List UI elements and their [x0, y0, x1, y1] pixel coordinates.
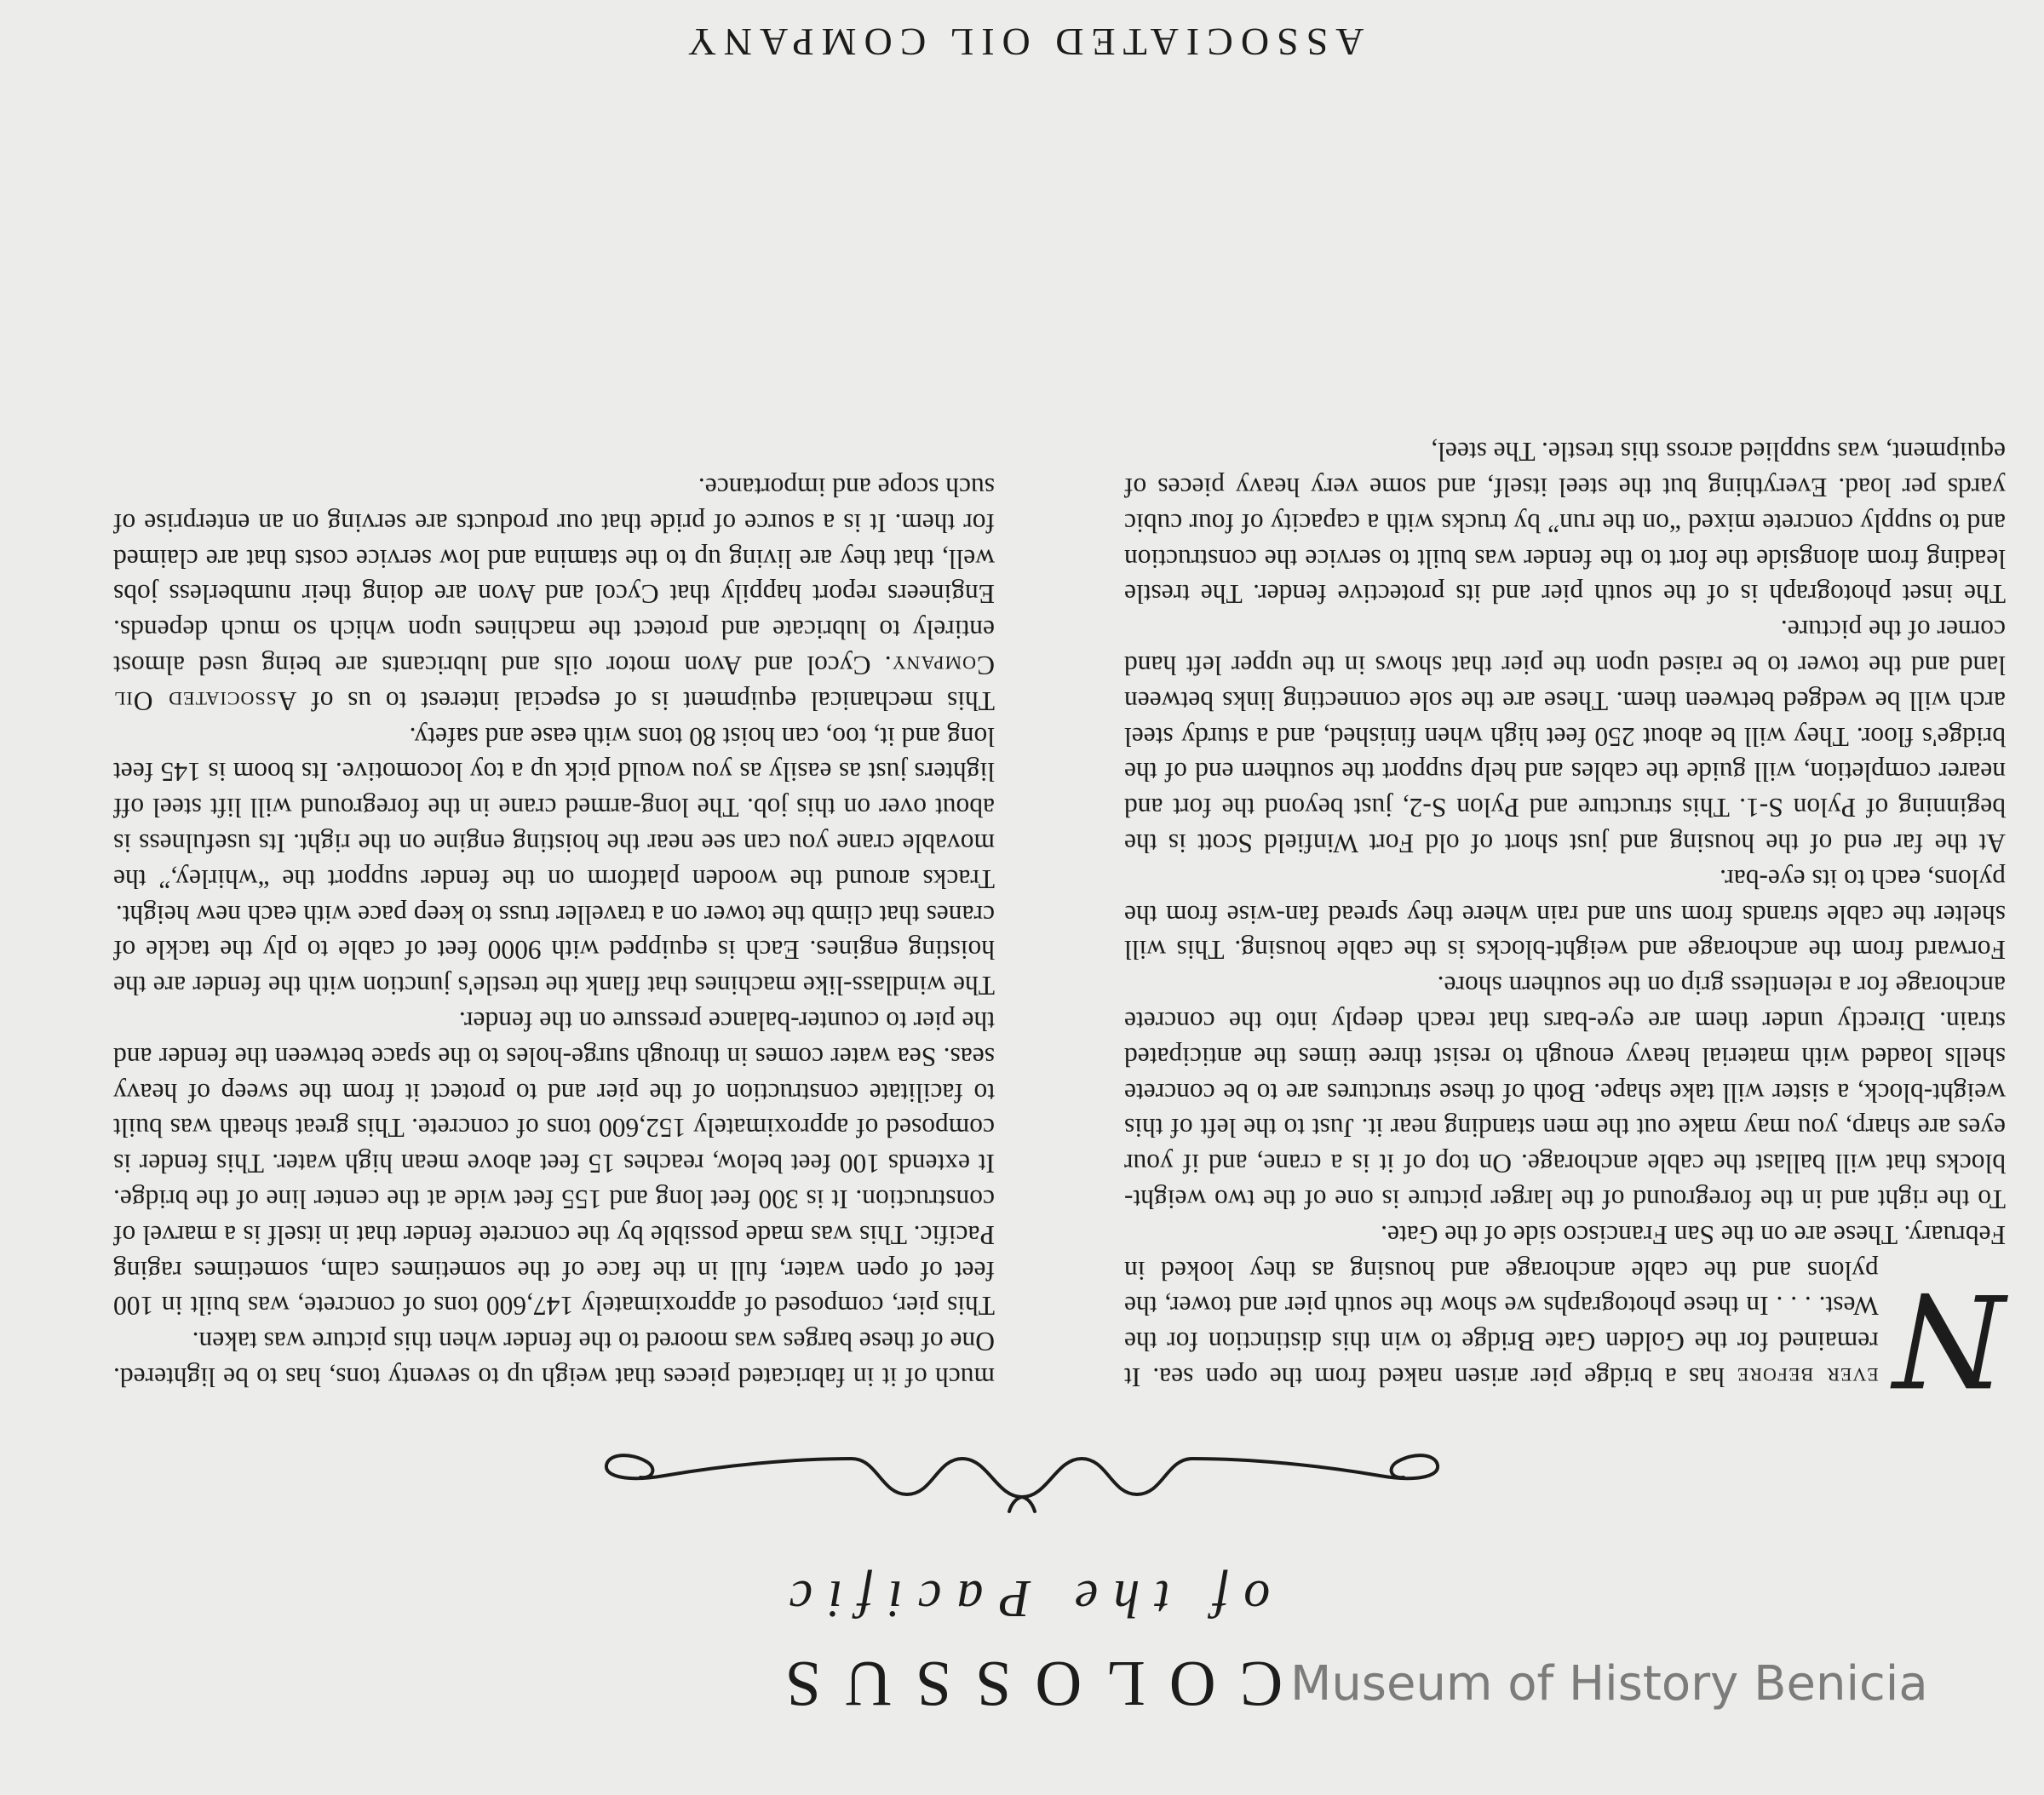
lubricants-text-post: . Cycol and Avon motor oils and lubricants are being used almost entirely to lubricate and protect the machines upon which so much depends. Engineers report happily that Cycol and Avon are doing their numberless jobs well, that they are living up to the stamina and low service costs that are claimed for them. It is a source of pride that our products are serving on an enterprise of such scope and importance.	[113, 473, 995, 681]
intro-text: has a bridge pier arisen naked from the open sea. It remained for the Golden Gate Bridge to win this distinction for the West. . . . In these photographs we show the south pier and tower, the pylons and the cable anchorage and housing as they looked in February. These are on the San Francisco side of the Gate.	[1124, 1219, 2006, 1392]
paragraph-pier: This pier, composed of approximately 147,600 tons of concrete, was built in 100 feet of open water, full in the face of the sometimes calm, sometimes raging Pacific. This was made possible by the concrete fender that in itself is a marvel of construction. It is 300 feet long and 155 feet wide at the center line of the bridge. It extends 100 feet below, reaches 15 feet above mean high water. This fender is composed of approximately 152,600 tons of concrete. This great sheath was built to facilitate construction of the pier and to protect it from the sweep of heavy seas. Sea water comes in through surge-holes to the space between the fender and the pier to counter-balance pressure on the fender.	[113, 1006, 995, 1322]
paragraph-lubricants	[113, 469, 995, 719]
text-column-left	[1124, 433, 2006, 1413]
text-column-right	[113, 469, 995, 1395]
lubricants-text-pre: This mechanical equipment is of especial interest to us of	[296, 685, 995, 716]
paragraph-whirley-crane: Tracks around the wooden platform on the fender support the “whirley,” the movable crane you can see near the hoisting engine on the right. Its usefulness is about over on this job. The long-armed crane in the foreground will lift steel off lighters just as easily as you would pick up a toy locomotive. Its boom is 145 feet long and it, too, can hoist 80 tons with ease and safety.	[113, 721, 995, 894]
paragraph-weight-blocks: To the right and in the foreground of the larger picture is one of the two weight-blocks that will ballast the cable anchorage. On top of it is a crane, and if your eyes are sharp, you may make out the men standing near it. Just to the left of this weight-block, a sister will take shape. Both of these structures are to be concrete shells loaded with material heavy enough to resist three times the anticipated strain. Directly under them are eye-bars that reach deeply into the concrete anchorage for a relentless grip on the southern shore.	[1124, 971, 2006, 1215]
drop-cap: N	[1893, 1265, 2006, 1413]
footer-company: ASSOCIATED OIL COMPANY	[680, 20, 1364, 64]
lead-in-smallcaps: ever before	[1736, 1362, 1879, 1392]
paragraph-hoisting-engines: The windlass-like machines that flank the trestle's junction with the fender are the hoisting engines. Each is equipped with 9000 feet of cable to ply the tackle of cranes that climb the tower on a traveller truss to keep pace with each new height.	[113, 899, 995, 1001]
company-name-smallcaps: Associated Oil Company	[113, 651, 995, 716]
paragraph-steel: much of it in fabricated pieces that weigh up to seventy tons, has to be lightered. One of these barges was moored to the fender when this picture was taken.	[113, 1327, 995, 1392]
page-subtitle: of the Pacific	[773, 1569, 1271, 1627]
museum-watermark: Museum of History Benicia	[1290, 1656, 1928, 1712]
page-title: COLOSSUS	[761, 1648, 1283, 1719]
flourish-divider-icon	[596, 1442, 1448, 1518]
intro-paragraph	[1124, 1217, 2006, 1413]
paragraph-inset-photo: The inset photograph is of the south pier and its protective fender. The trestle leading from alongside the fort to the fender was built to service the construction and to supply concrete mixed “on the run” by trucks with a capacity of four cubic yards per load. Everything but the steel itself, and some very heavy pieces of equipment, was supplied across this trestle. The steel,	[1124, 437, 2006, 610]
paragraph-cable-housing: Forward from the anchorage and weight-blocks is the cable housing. This will shelter the cable strands from sun and rain where they spread fan-wise from the pylons, each to its eye-bar.	[1124, 863, 2006, 966]
paragraph-pylons: At the far end of the housing and just short of old Fort Winfield Scott is the beginning of Pylon S-1. This structure and Pylon S-2, just beyond the fort and nearer completion, will guide the cables and help support the southern end of the bridge's floor. They will be about 250 feet high when finished, and a sturdy steel arch will be wedged between them. These are the sole connecting links between land and the tower to be raised upon the pier that shows in the upper left hand corner of the picture.	[1124, 615, 2006, 859]
